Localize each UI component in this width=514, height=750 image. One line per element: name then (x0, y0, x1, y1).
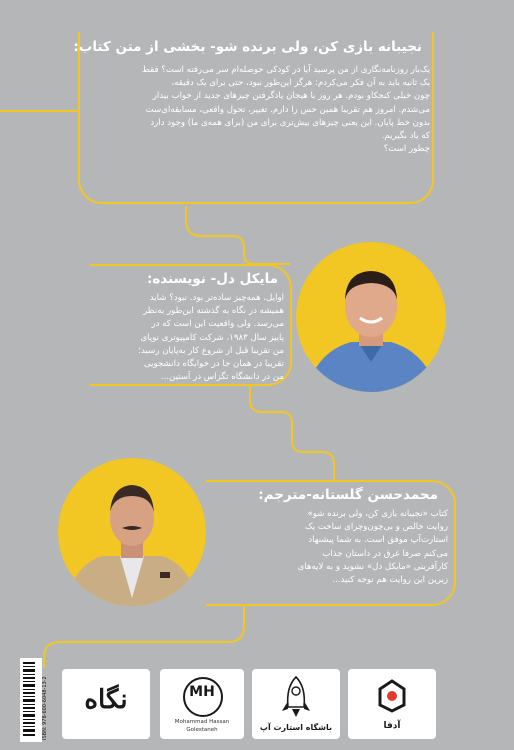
excerpt-line: چون خیلی کنجکاو بودم. هر روز با هیجان یادگرفتن چیزهای جدید از خواب بیدار (152, 91, 430, 102)
adafa-text: آدفا (383, 721, 401, 731)
excerpt-line: چطور است؟ (383, 144, 430, 155)
translator-photo (58, 458, 206, 606)
translator-line: روایت خالص و بی‌چون‌وچرای ساخت یک (305, 522, 448, 533)
isbn-barcode (20, 658, 48, 742)
author-line: من در دانشگاه تگزاس در آستین... (160, 372, 284, 383)
negah-logo-text: نگاه (84, 685, 128, 715)
author-line: تقریبا در همان جا در خوابگاه دانشجویی (143, 359, 284, 370)
mh-logo-card (160, 669, 244, 739)
translator-line: زیرین این روایت هم توجه کنید... (332, 575, 448, 586)
translator-title: محمدحسن گلستانه-مترجم: (258, 487, 438, 503)
startup-school-text: باشگاه استارت آپ (259, 723, 333, 732)
rocket-icon (280, 675, 312, 719)
excerpt-line: یک‌بار روزنامه‌نگاری از من پرسید آیا در کودکی حوصله‌ام سر می‌رفته است؟ فقط (141, 65, 430, 75)
adafa-logo-card (348, 669, 436, 739)
author-line: اوایل، همه‌چیز ساده‌تر بود. نبود؟ شاید (149, 293, 284, 303)
excerpt-line: می‌شدم. امروز هم تقریبا همین حس را دارم. تغییر، تحول واقعی، مسابقه‌ای‌ست (145, 104, 430, 115)
author-photo (296, 242, 446, 392)
mh-surname: Golestaneh (186, 727, 218, 733)
translator-line: کارآفرینی «مایکل دل» نشوید و به لایه‌های (297, 561, 448, 572)
translator-line: استارت‌آپ موفق است. به شما پیشنهاد (308, 535, 448, 546)
translator-body (230, 508, 448, 587)
barcode-icon (20, 658, 42, 742)
author-line: همیشه در نگاه به گذشته این‌طور به‌نظر (143, 306, 284, 317)
negah-logo-card (62, 669, 150, 739)
author-title: مایکل دل- نویسنده: (146, 271, 278, 287)
author-line: من تقریبا قبل از شروع کار به‌پایان رسید؛ (138, 345, 284, 356)
excerpt-line: یک ثانیه باید به آن فکر می‌کردم: هرگز این‌طور نبود، حتی برای یک دقیقه، (171, 78, 430, 89)
author-portrait-illustration (296, 242, 446, 392)
author-line: می‌رسد. ولی واقعیت این است که در (151, 319, 284, 330)
translator-line: کتاب «نجیبانه بازی کن، ولی برنده شو» (307, 509, 448, 519)
isbn-text: ISBN: 978-600-6048-13-2 (42, 676, 48, 740)
mh-name: Mohammad Hassan (174, 719, 230, 725)
author-line: پاییز سال ۱۹۸۳، شرکت کامپیوتری نوپای (140, 332, 284, 343)
excerpt-line: که یاد بگیریم. (381, 131, 430, 142)
excerpt-title: نجیبانه بازی کن، ولی برنده شو- بخشی از متن کتاب: (73, 39, 422, 55)
translator-line: می‌کنم صرفا غرق در داستان جذاب (322, 548, 448, 559)
excerpt-line: بدون خط پایان. این یعنی چیزهای بیش‌تری برای من (برای همه‌ی ما) وجود دارد (150, 117, 430, 128)
adafa-emblem-icon (378, 679, 406, 713)
author-body (94, 292, 284, 384)
mh-initials: MH (189, 684, 215, 700)
translator-portrait-illustration (58, 458, 206, 606)
excerpt-body (86, 64, 430, 156)
startup-school-logo-card (252, 669, 340, 739)
